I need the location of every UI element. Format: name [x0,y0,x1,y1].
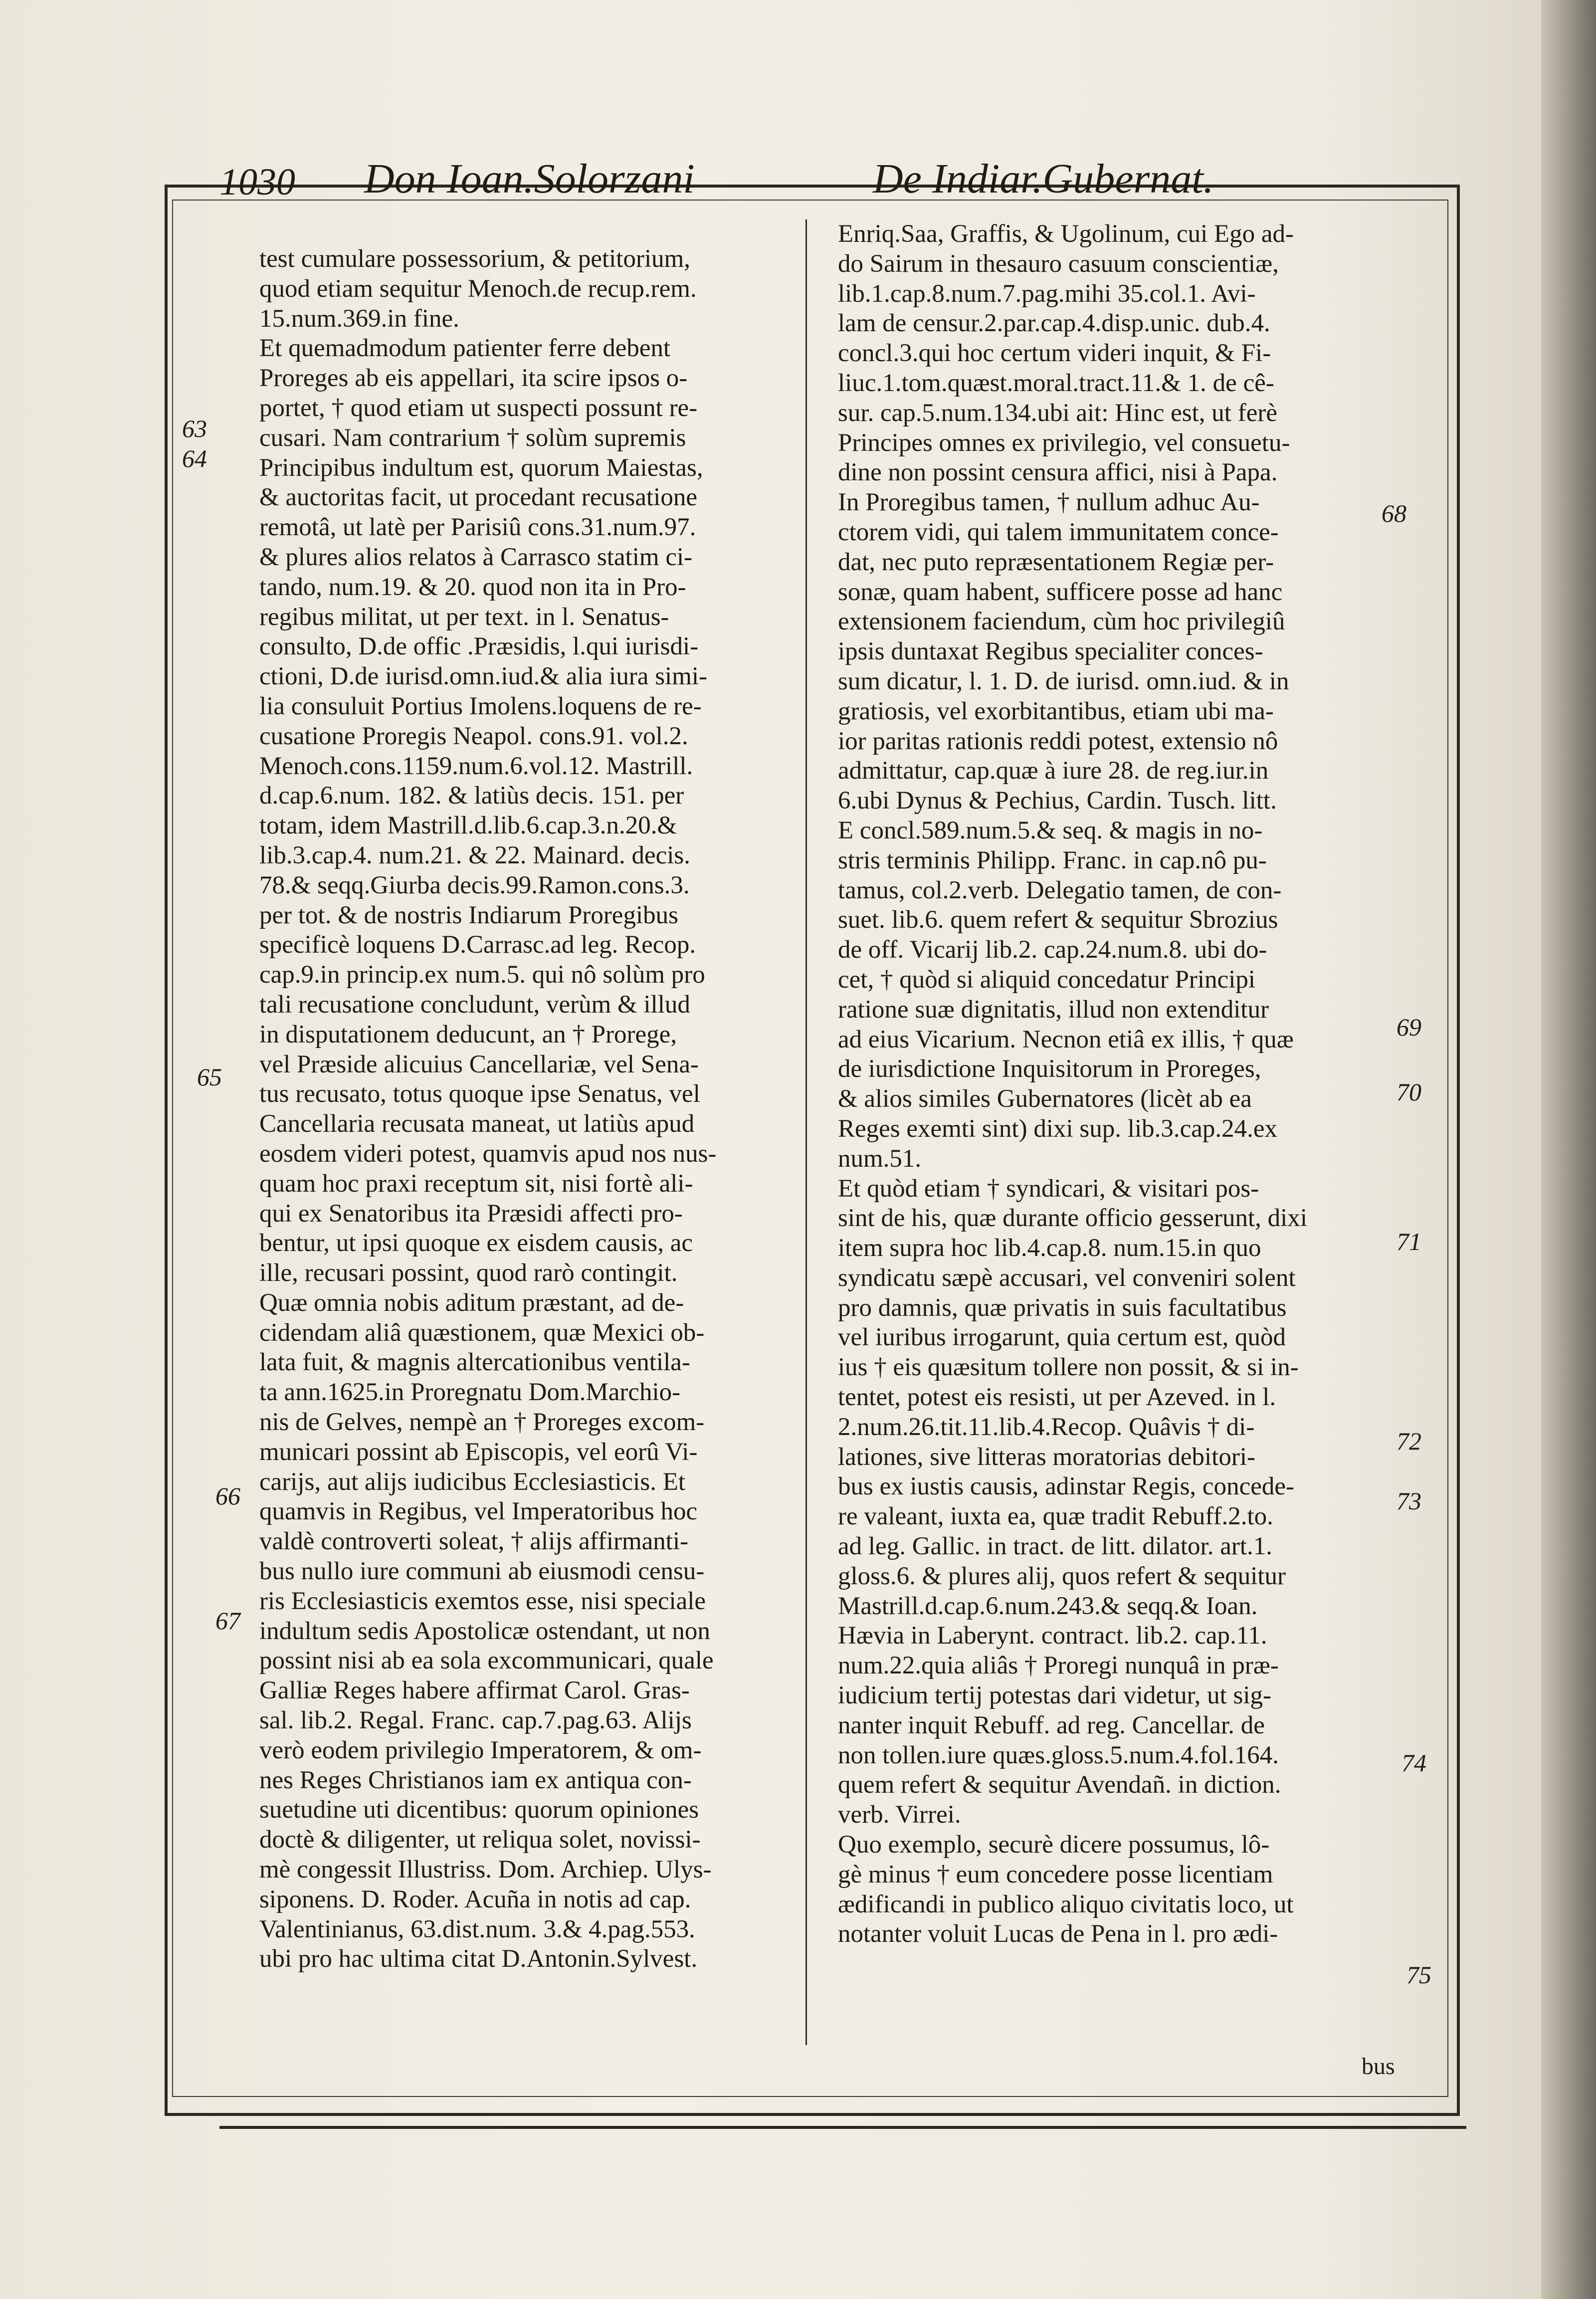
text-line: ris Ecclesiasticis exemtos esse, nisi speciale [259,1587,706,1615]
text-line: verò eodem privilegio Imperatorem, & om- [259,1736,702,1764]
text-line: 6.ubi Dynus & Pechius, Cardin. Tusch. litt. [838,787,1277,815]
text-line: In Proregibus tamen, † nullum adhuc Au- [838,488,1260,517]
margin-number: 71 [1396,1228,1421,1255]
text-line: num.22.quia aliâs † Proregi nunquâ in præ- [838,1652,1279,1680]
text-line: nes Reges Christianos iam ex antiqua con- [259,1766,692,1794]
text-line: cusatione Proregis Neapol. cons.91. vol.2. [259,722,688,750]
margin-number: 63 [182,415,207,442]
running-header [219,155,1401,209]
text-line: tali recusatione concludunt, verùm & illud [259,990,690,1019]
text-line: tamus, col.2.verb. Delegatio tamen, de con- [838,876,1282,904]
margin-number: 65 [197,1063,222,1091]
text-line: extensionem faciendum, cùm hoc privilegiû [838,608,1285,636]
text-line: Principibus indultum est, quorum Maiestas, [259,453,703,482]
text-line: doctè & diligenter, ut reliqua solet, novissi- [259,1826,701,1854]
text-line: de off. Vicarij lib.2. cap.24.num.8. ubi do- [838,936,1267,964]
text-line: bentur, ut ipsi quoque ex eisdem causis, ac [259,1229,693,1257]
margin-number: 69 [1396,1013,1421,1041]
text-line: qui ex Senatoribus ita Præsidi affecti pro- [259,1199,683,1228]
text-line: ior paritas rationis reddi potest, extensio nô [838,727,1278,755]
header-title: De Indiar.Gubernat. [873,156,1214,202]
text-line: quod etiam sequitur Menoch.de recup.rem. [259,274,697,303]
text-line: ta ann.1625.in Proregnatu Dom.Marchio- [259,1378,681,1407]
text-line: sint de his, quæ durante officio gesserunt, dixi [838,1204,1308,1233]
text-line: quam hoc praxi receptum sit, nisi fortè ali- [259,1169,693,1198]
margin-number: 66 [215,1482,240,1510]
text-line: tus recusato, totus quoque ipse Senatus, vel [259,1080,700,1108]
text-line: totam, idem Mastrill.d.lib.6.cap.3.n.20.& [259,812,677,840]
text-line: ctorem vidi, qui talem immunitatem conce- [838,518,1279,546]
text-line: 78.& seqq.Giurba decis.99.Ramon.cons.3. [259,871,690,899]
text-line: re valeant, iuxta ea, quæ tradit Rebuff.2.to. [838,1502,1273,1531]
text-line: eosdem videri potest, quamvis apud nos nus- [259,1139,717,1168]
text-line: cap.9.in princip.ex num.5. qui nô solùm pro [259,961,705,989]
text-line: Hævia in Laberynt. contract. lib.2. cap.11. [838,1622,1267,1650]
text-line: cet, † quòd si aliquid concedatur Principi [838,965,1256,994]
text-line: sonæ, quam habent, sufficere posse ad hanc [838,578,1283,606]
text-line: quamvis in Regibus, vel Imperatoribus hoc [259,1497,698,1526]
text-line: portet, † quod etiam ut suspecti possunt re- [259,394,698,422]
text-line: lam de censur.2.par.cap.4.disp.unic. dub.4. [838,309,1270,338]
margin-number: 75 [1406,1961,1431,1989]
text-line: bus ex iustis causis, adinstar Regis, concede- [838,1472,1294,1501]
text-line: ille, recusari possint, quod rarò contingit. [259,1259,678,1287]
text-line: Menoch.cons.1159.num.6.vol.12. Mastrill. [259,752,693,780]
margin-number: 70 [1396,1078,1421,1106]
text-line: siponens. D. Roder. Acuña in notis ad cap. [259,1885,691,1913]
text-line: indultum sedis Apostolicæ ostendant, ut non [259,1617,710,1645]
text-line: Et quemadmodum patienter ferre debent [259,334,671,363]
text-line: dat, nec puto repræsentationem Regiæ per- [838,548,1274,576]
text-line: lationes, sive litteras moratorias debitori- [838,1443,1256,1471]
text-line: liuc.1.tom.quæst.moral.tract.11.& 1. de cê- [838,369,1274,397]
text-line: & plures alios relatos à Carrasco statim ci- [259,543,693,571]
text-line: vel Præside alicuius Cancellariæ, vel Sena- [259,1050,699,1078]
text-line: ad leg. Gallic. in tract. de litt. dilator. art.1. [838,1532,1272,1561]
text-line: Proreges ab eis appellari, ita scire ipsos o- [259,364,688,393]
text-line: regibus militat, ut per text. in l. Senatus- [259,603,669,631]
text-line: Quo exemplo, securè dicere possumus, lô- [838,1831,1270,1859]
text-line: syndicatu sæpè accusari, vel conveniri solent [838,1263,1296,1292]
text-line: valdè controverti soleat, † alijs affirmanti- [259,1527,689,1556]
text-line: dine non possint censura affici, nisi à Papa. [838,458,1278,487]
margin-number: 72 [1396,1427,1421,1455]
text-line: tentet, potest eis resisti, ut per Azeved. in l. [838,1383,1276,1412]
text-line: stris terminis Philipp. Franc. in cap.nô pu- [838,846,1267,874]
text-line: ubi pro hac ultima citat D.Antonin.Sylvest. [259,1945,698,1973]
text-line: non tollen.iure quæs.gloss.5.num.4.fol.164. [838,1741,1279,1769]
text-line: E concl.589.num.5.& seq. & magis in no- [838,816,1263,844]
text-line: item supra hoc lib.4.cap.8. num.15.in quo [838,1234,1261,1262]
text-line: cidendam aliâ quæstionem, quæ Mexici ob- [259,1318,705,1347]
text-line: Enriq.Saa, Graffis, & Ugolinum, cui Ego ad- [838,220,1294,248]
text-line: ad eius Vicarium. Necnon etiâ ex illis, † quæ [838,1025,1294,1053]
text-line: nis de Gelves, nempè an † Proreges excom- [259,1408,705,1437]
text-line: consulto, D.de offic .Præsidis, l.qui iurisdi- [259,632,699,661]
catchword: bus [1362,2053,1395,2080]
bottom-rule [219,2126,1466,2129]
text-line: cusari. Nam contrarium † solùm supremis [259,423,686,452]
text-line: & auctoritas facit, ut procedant recusatione [259,483,697,512]
text-line: municari possint ab Episcopis, vel eorû Vi- [259,1438,698,1466]
text-line: specificè loquens D.Carrasc.ad leg. Recop. [259,931,696,959]
text-line: sal. lib.2. Regal. Franc. cap.7.pag.63. Alijs [259,1706,692,1735]
text-line: admittatur, cap.quæ à iure 28. de reg.iur.in [838,757,1269,785]
text-line: ctioni, D.de iurisd.omn.iud.& alia iura simi- [259,662,708,691]
text-line: lata fuit, & magnis altercationibus ventila- [259,1348,690,1377]
text-line: 2.num.26.tit.11.lib.4.Recop. Quâvis † di- [838,1413,1255,1441]
text-line: iudicium tertij potestas dari videtur, ut sig- [838,1681,1272,1710]
text-line: ædificandi in publico aliquo civitatis loco, ut [838,1890,1294,1918]
text-line: 15.num.369.in fine. [259,304,459,333]
text-line: vel iuribus irrogarunt, quia certum est, quòd [838,1323,1286,1352]
text-line: d.cap.6.num. 182. & latiùs decis. 151. per [259,782,684,810]
text-line: Cancellaria recusata maneat, ut latiùs apud [259,1110,695,1138]
text-line: verb. Virrei. [838,1801,961,1829]
column-divider [805,219,807,2045]
margin-number: 67 [215,1607,240,1635]
header-author: Don Ioan.Solorzani [364,156,695,202]
margin-number: 68 [1382,499,1406,527]
text-line: do Sairum in thesauro casuum conscientiæ, [838,249,1279,278]
text-line: gloss.6. & plures alij, quos refert & sequitur [838,1562,1286,1590]
text-line: suetudine uti dicentibus: quorum opiniones [259,1796,699,1824]
text-line: sum dicatur, l. 1. D. de iurisd. omn.iud. & in [838,667,1289,695]
text-line: lia consuluit Portius Imolens.loquens de re- [259,692,702,720]
text-line: carijs, aut alijs iudicibus Ecclesiasticis. Et [259,1467,686,1496]
right-column [838,219,1401,2060]
page-number: 1030 [219,161,295,203]
text-line: gratiosis, vel exorbitantibus, etiam ubi ma- [838,697,1274,725]
text-line: in disputationem deducunt, an † Prorege, [259,1020,677,1048]
text-line: gè minus † eum concedere posse licentiam [838,1860,1273,1888]
text-line: per tot. & de nostris Indiarum Proregibus [259,901,678,929]
text-line: Et quòd etiam † syndicari, & visitari pos- [838,1174,1259,1203]
text-line: lib.1.cap.8.num.7.pag.mihi 35.col.1. Avi- [838,279,1256,308]
text-line: ius † eis quæsitum tollere non possit, & si in- [838,1353,1299,1382]
text-line: & alios similes Gubernatores (licèt ab ea [838,1085,1252,1113]
text-line: nanter inquit Rebuff. ad reg. Cancellar. de [838,1711,1265,1739]
text-line: test cumulare possessorium, & petitorium, [259,245,691,273]
text-line: lib.3.cap.4. num.21. & 22. Mainard. decis. [259,841,691,869]
text-line: suet. lib.6. quem refert & sequitur Sbrozius [838,906,1278,934]
text-line: remotâ, ut latè per Parisiû cons.31.num.97. [259,513,696,542]
text-line: ipsis duntaxat Regibus specialiter conces- [838,637,1263,666]
text-line: quem refert & sequitur Avendañ. in diction. [838,1771,1281,1799]
text-line: concl.3.qui hoc certum videri inquit, & Fi- [838,339,1271,368]
text-line: Principes omnes ex privilegio, vel consuetu- [838,428,1290,457]
text-line: Quæ omnia nobis aditum præstant, ad de- [259,1288,684,1317]
margin-number: 64 [182,444,207,472]
text-line: pro damnis, quæ privatis in suis facultatibus [838,1293,1287,1322]
left-column [259,244,788,2040]
text-line: possint nisi ab ea sola excommunicari, quale [259,1647,714,1675]
text-line: sur. cap.5.num.134.ubi ait: Hinc est, ut ferè [838,399,1277,427]
text-line: bus nullo iure communi ab eiusmodi censu- [259,1557,705,1586]
margin-number: 74 [1401,1749,1426,1777]
text-line: num.51. [838,1144,922,1173]
text-line: de iurisdictione Inquisitorum in Proreges, [838,1055,1261,1083]
margin-number: 73 [1396,1487,1421,1515]
text-line: ratione suæ dignitatis, illud non extenditur [838,995,1269,1024]
page-edge [1541,0,1596,2299]
text-line: notanter voluit Lucas de Pena in l. pro ædi- [838,1920,1278,1948]
text-line: mè congessit Illustriss. Dom. Archiep. Ulys- [259,1856,712,1884]
text-line: Reges exemti sint) dixi sup. lib.3.cap.24.ex [838,1114,1278,1143]
text-line: Galliæ Reges habere affirmat Carol. Gras- [259,1676,690,1705]
text-line: Mastrill.d.cap.6.num.243.& seqq.& Ioan. [838,1592,1258,1620]
text-line: Valentinianus, 63.dist.num. 3.& 4.pag.553. [259,1915,696,1943]
text-line: tando, num.19. & 20. quod non ita in Pro- [259,573,686,601]
